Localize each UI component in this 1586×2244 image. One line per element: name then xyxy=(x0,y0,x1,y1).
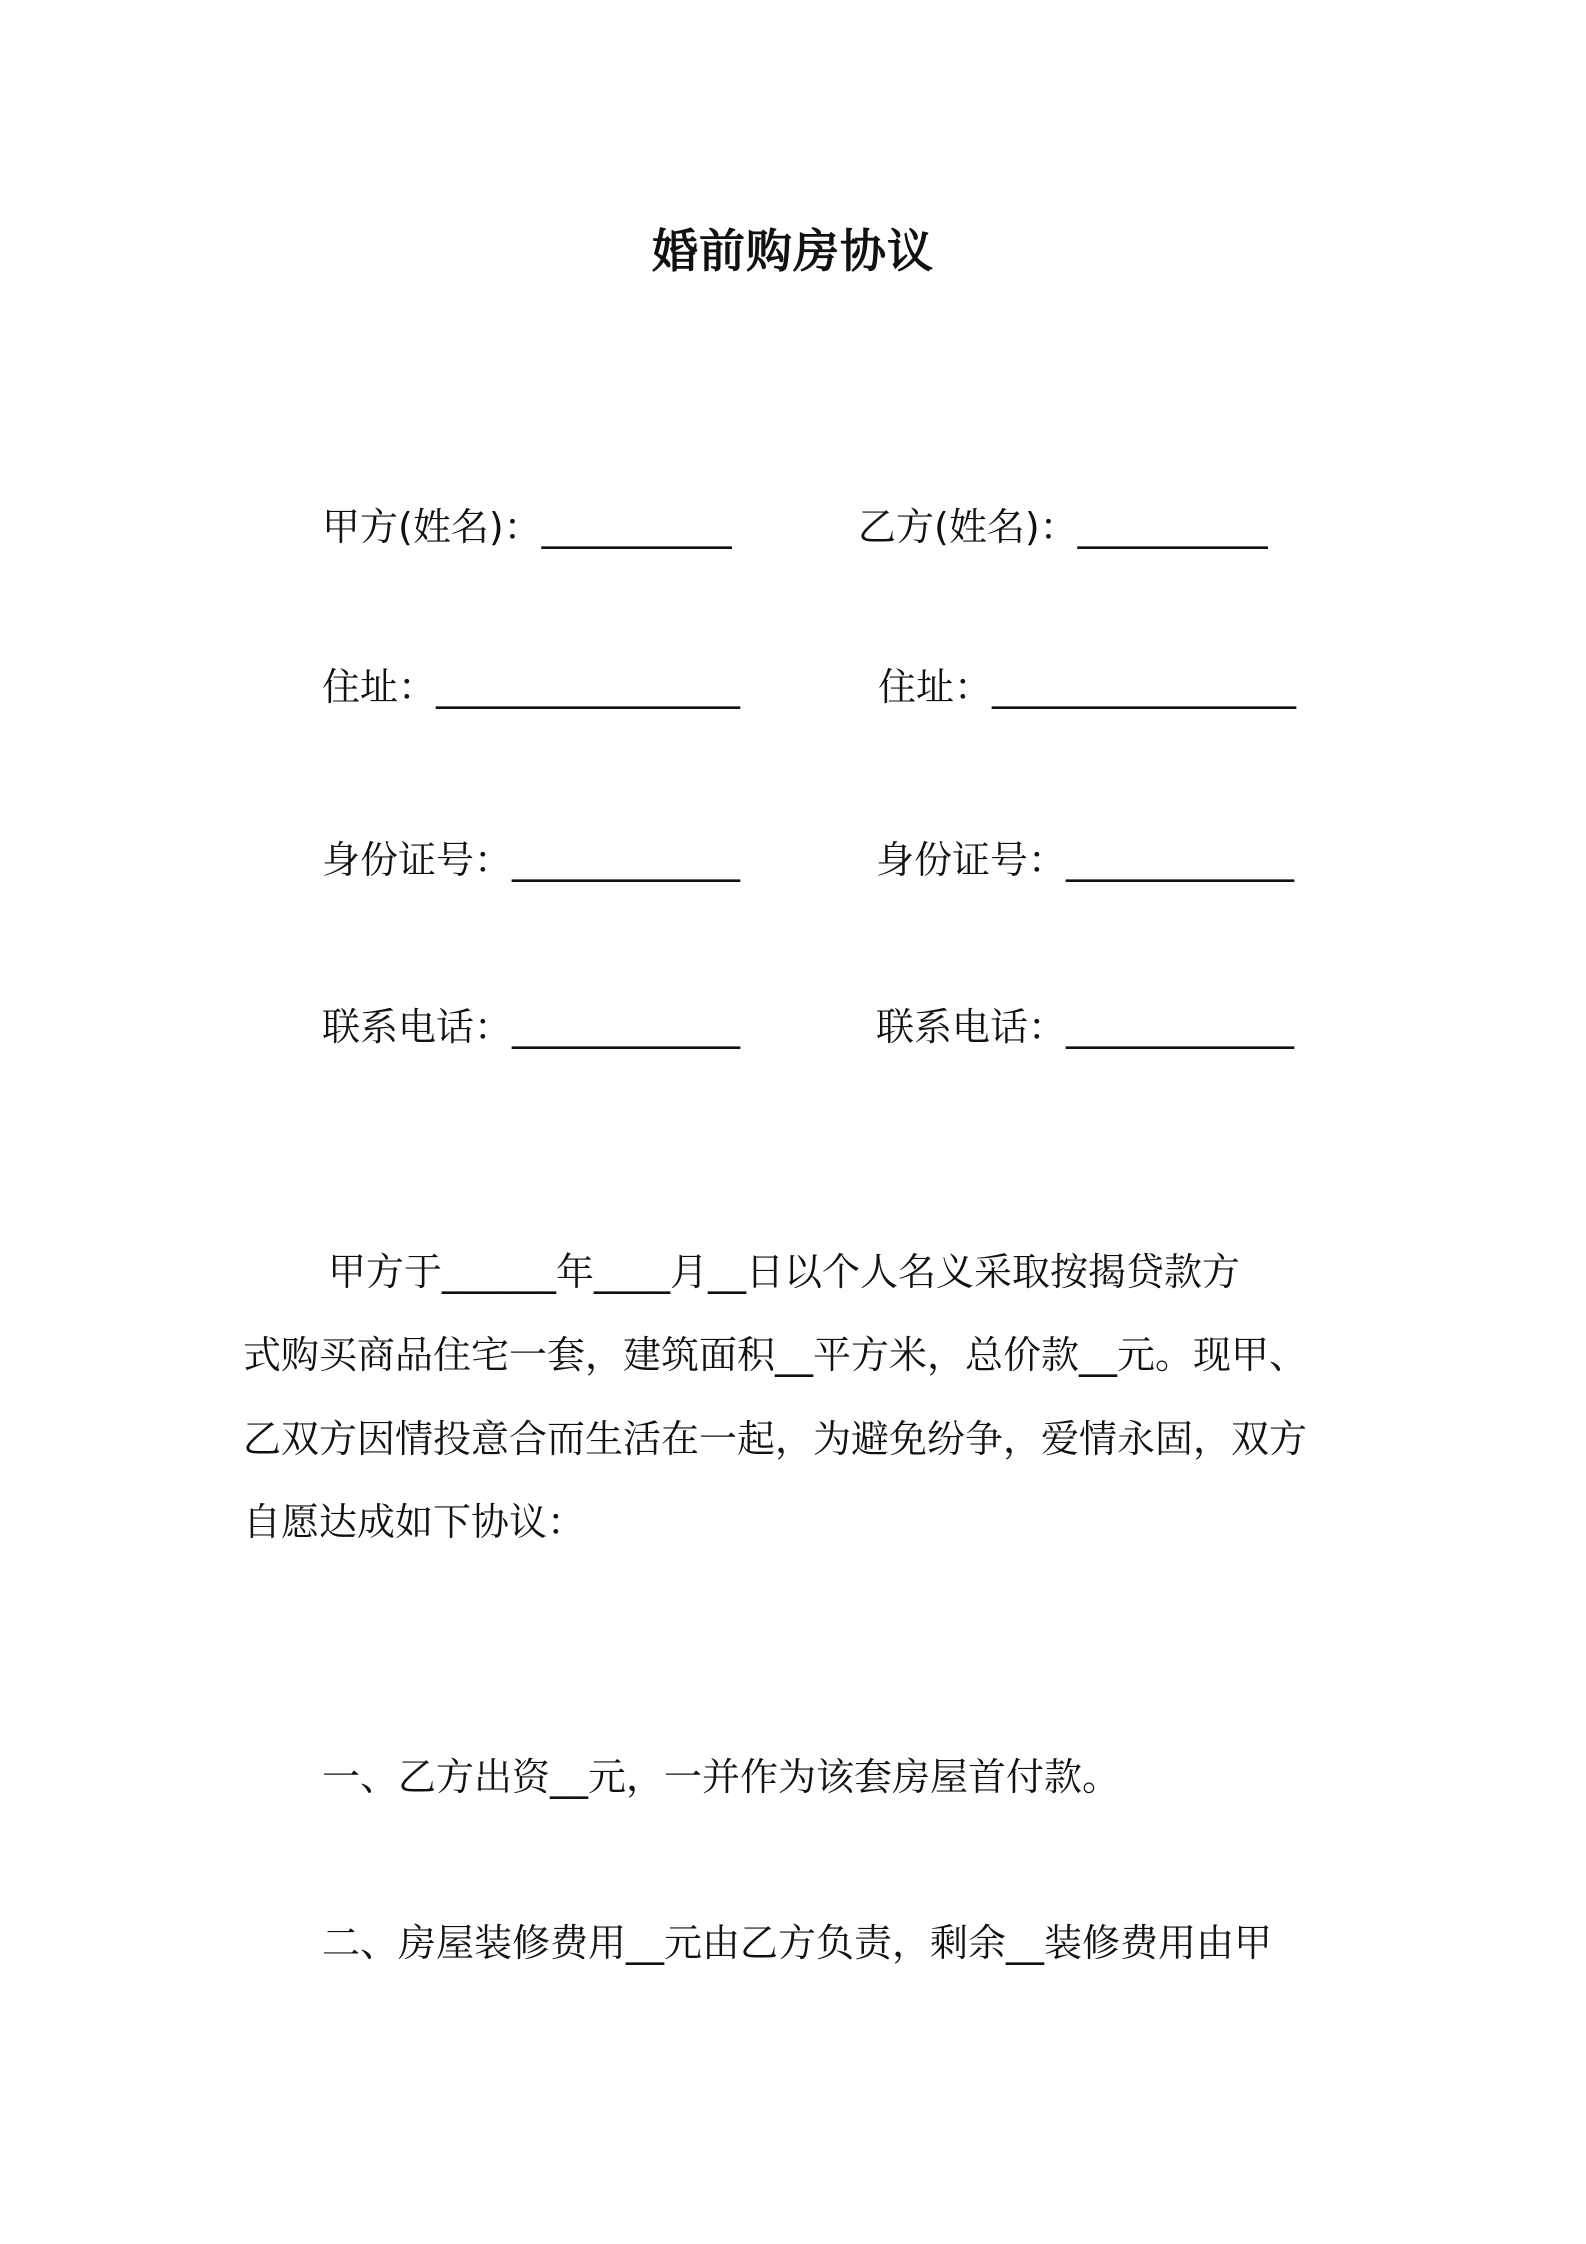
intro-line-4: 自愿达成如下协议： xyxy=(243,1500,586,1544)
intro-line-1: 甲方于______年____月__日以个人名义采取按揭贷款方 xyxy=(328,1250,1241,1294)
party-a-address-field: 住址：________________ xyxy=(322,665,741,709)
clause-1: 一、乙方出资__元，一并作为该套房屋首付款。 xyxy=(322,1755,1121,1799)
intro-line-3: 乙双方因情投意合而生活在一起，为避免纷争，爱情永固，双方 xyxy=(243,1417,1308,1461)
party-b-phone-field: 联系电话：____________ xyxy=(876,1005,1295,1049)
party-a-id-field: 身份证号：____________ xyxy=(322,838,741,882)
party-a-phone-field: 联系电话：____________ xyxy=(322,1005,741,1049)
intro-line-2: 式购买商品住宅一套，建筑面积__平方米，总价款__元。现甲、 xyxy=(243,1333,1308,1377)
clause-2: 二、房屋装修费用__元由乙方负责，剩余__装修费用由甲 xyxy=(322,1921,1273,1965)
party-b-address-field: 住址：________________ xyxy=(878,665,1297,709)
party-a-name-field: 甲方(姓名)：__________ xyxy=(322,505,732,549)
document-title: 婚前购房协议 xyxy=(652,224,934,278)
party-b-name-field: 乙方(姓名)：__________ xyxy=(858,505,1268,549)
party-b-id-field: 身份证号：____________ xyxy=(876,838,1295,882)
